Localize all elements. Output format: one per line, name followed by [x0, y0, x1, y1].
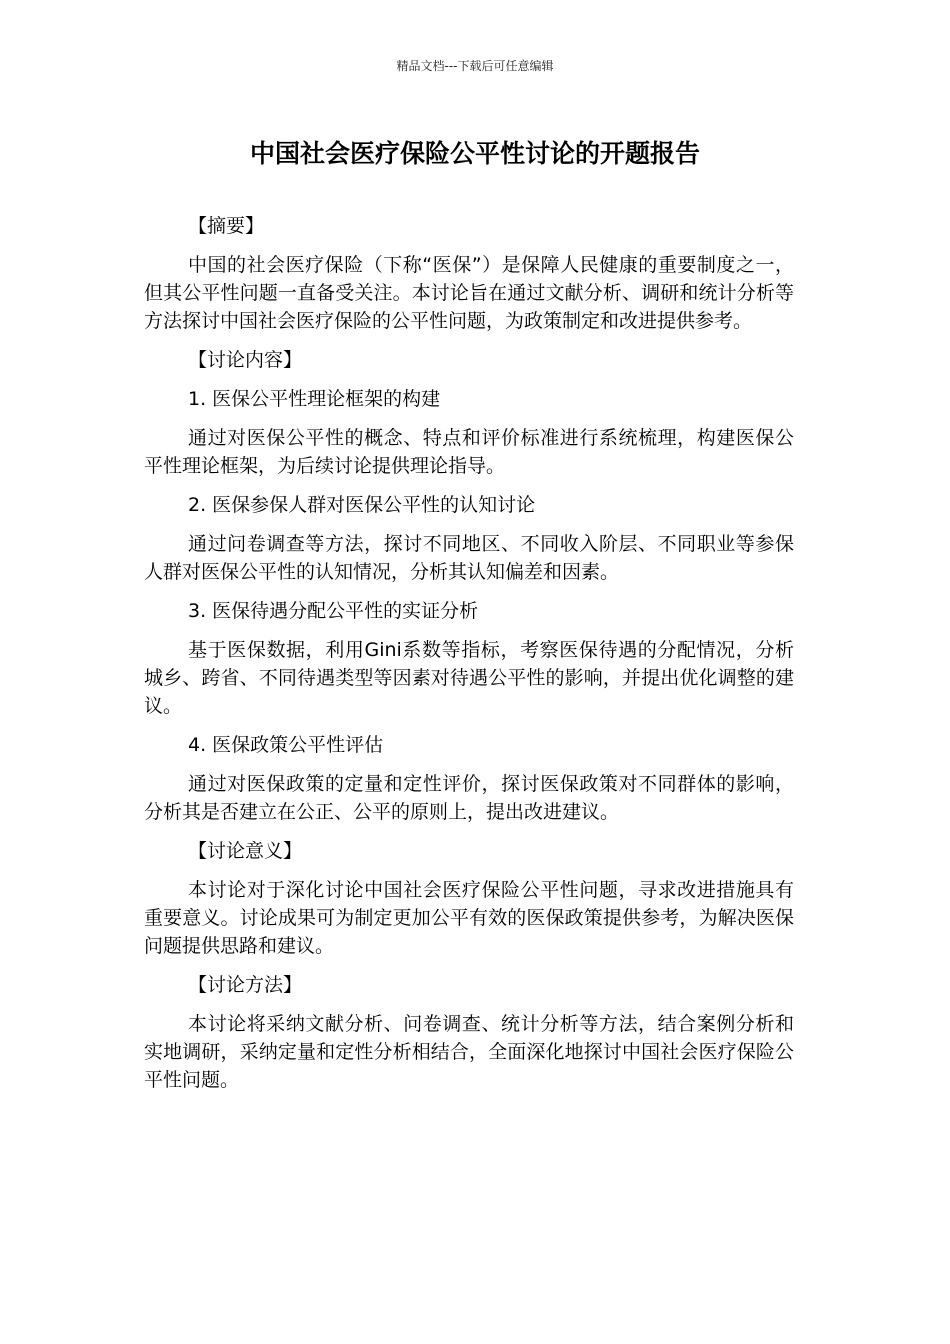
item-2-heading: 2. 医保参保人群对医保公平性的认知讨论 [188, 494, 536, 516]
item-2-paragraph: 通过问卷调查等方法，探讨不同地区、不同收入阶层、不同职业等参保人群对医保公平性的认知情况，分析其认知偏差和因素。 [144, 533, 794, 583]
abstract-heading: 【摘要】 [188, 215, 265, 237]
document-title: 中国社会医疗保险公平性讨论的开题报告 [249, 139, 700, 168]
item-1-paragraph: 通过对医保公平性的概念、特点和评价标准进行系统梳理，构建医保公平性理论框架，为后续讨论提供理论指导。 [144, 427, 794, 477]
item-3-heading: 3. 医保待遇分配公平性的实证分析 [188, 600, 479, 622]
item-4-heading: 4. 医保政策公平性评估 [188, 734, 384, 756]
method-paragraph: 本讨论将采纳文献分析、问卷调查、统计分析等方法，结合案例分析和实地调研，采纳定量和定性分析相结合，全面深化地探讨中国社会医疗保险公平性问题。 [144, 1013, 794, 1091]
page-header: 精品文档---下载后可任意编辑 [396, 59, 554, 73]
abstract-paragraph: 中国的社会医疗保险（下称“医保”）是保障人民健康的重要制度之一，但其公平性问题一直备受关注。本讨论旨在通过文献分析、调研和统计分析等方法探讨中国社会医疗保险的公平性问题，为政策制定和改进提供参考。 [144, 254, 794, 332]
document-body [144, 212, 794, 1105]
content-heading: 【讨论内容】 [188, 349, 303, 371]
method-heading: 【讨论方法】 [188, 974, 303, 996]
item-4-paragraph: 通过对医保政策的定量和定性评价，探讨医保政策对不同群体的影响，分析其是否建立在公正、公平的原则上，提出改进建议。 [144, 773, 794, 823]
significance-heading: 【讨论意义】 [188, 840, 303, 862]
significance-paragraph: 本讨论对于深化讨论中国社会医疗保险公平性问题，寻求改进措施具有重要意义。讨论成果可为制定更加公平有效的医保政策提供参考，为解决医保问题提供思路和建议。 [144, 879, 794, 957]
item-1-heading: 1. 医保公平性理论框架的构建 [188, 388, 441, 410]
item-3-paragraph: 基于医保数据，利用Gini系数等指标，考察医保待遇的分配情况，分析城乡、跨省、不同待遇类型等因素对待遇公平性的影响，并提出优化调整的建议。 [144, 639, 794, 717]
